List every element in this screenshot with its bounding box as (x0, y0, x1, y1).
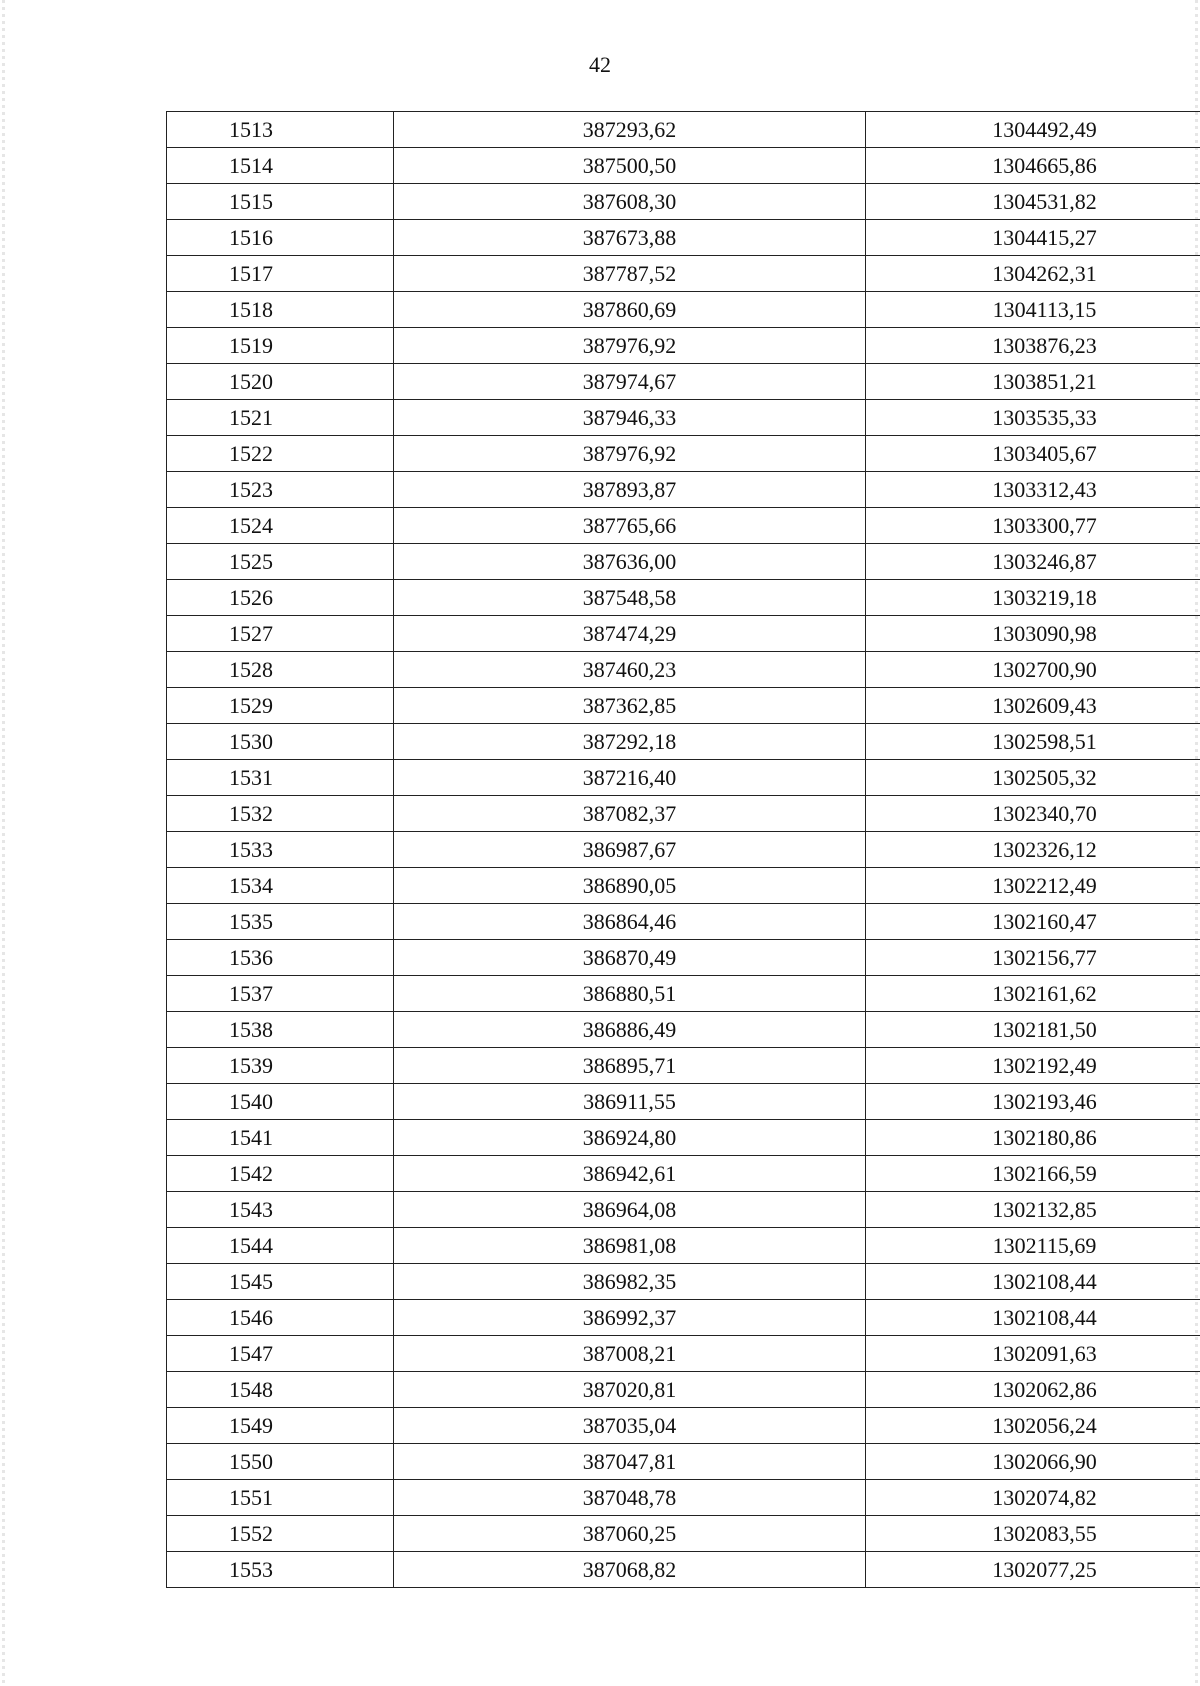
x-coordinate-cell: 387946,33 (394, 400, 866, 436)
x-coordinate-cell: 387362,85 (394, 688, 866, 724)
x-coordinate-cell: 387893,87 (394, 472, 866, 508)
x-coordinate-cell: 387082,37 (394, 796, 866, 832)
point-number-cell: 1552 (167, 1516, 394, 1552)
y-coordinate-cell: 1304531,82 (866, 184, 1200, 220)
y-coordinate-cell: 1302505,32 (866, 760, 1200, 796)
x-coordinate-cell: 386864,46 (394, 904, 866, 940)
point-number-cell: 1524 (167, 508, 394, 544)
x-coordinate-cell: 386886,49 (394, 1012, 866, 1048)
point-number-cell: 1549 (167, 1408, 394, 1444)
y-coordinate-cell: 1302062,86 (866, 1372, 1200, 1408)
y-coordinate-cell: 1302161,62 (866, 976, 1200, 1012)
table-row (167, 1048, 1200, 1084)
point-number-cell: 1536 (167, 940, 394, 976)
table-row (167, 148, 1200, 184)
x-coordinate-cell: 386964,08 (394, 1192, 866, 1228)
point-number-cell: 1528 (167, 652, 394, 688)
point-number-cell: 1539 (167, 1048, 394, 1084)
table-row (167, 1012, 1200, 1048)
x-coordinate-cell: 387860,69 (394, 292, 866, 328)
x-coordinate-cell: 387636,00 (394, 544, 866, 580)
table-row (167, 328, 1200, 364)
y-coordinate-cell: 1302181,50 (866, 1012, 1200, 1048)
table-row (167, 832, 1200, 868)
table-row (167, 508, 1200, 544)
point-number-cell: 1548 (167, 1372, 394, 1408)
point-number-cell: 1533 (167, 832, 394, 868)
y-coordinate-cell: 1303300,77 (866, 508, 1200, 544)
point-number-cell: 1515 (167, 184, 394, 220)
x-coordinate-cell: 386911,55 (394, 1084, 866, 1120)
x-coordinate-cell: 386880,51 (394, 976, 866, 1012)
table-row (167, 1300, 1200, 1336)
x-coordinate-cell: 387035,04 (394, 1408, 866, 1444)
point-number-cell: 1525 (167, 544, 394, 580)
y-coordinate-cell: 1304665,86 (866, 148, 1200, 184)
table-row (167, 1264, 1200, 1300)
y-coordinate-cell: 1303851,21 (866, 364, 1200, 400)
point-number-cell: 1530 (167, 724, 394, 760)
y-coordinate-cell: 1302700,90 (866, 652, 1200, 688)
x-coordinate-cell: 386942,61 (394, 1156, 866, 1192)
x-coordinate-cell: 387673,88 (394, 220, 866, 256)
y-coordinate-cell: 1302115,69 (866, 1228, 1200, 1264)
y-coordinate-cell: 1302326,12 (866, 832, 1200, 868)
point-number-cell: 1522 (167, 436, 394, 472)
y-coordinate-cell: 1304415,27 (866, 220, 1200, 256)
x-coordinate-cell: 387608,30 (394, 184, 866, 220)
table-row (167, 1444, 1200, 1480)
y-coordinate-cell: 1302083,55 (866, 1516, 1200, 1552)
y-coordinate-cell: 1302598,51 (866, 724, 1200, 760)
x-coordinate-cell: 387976,92 (394, 328, 866, 364)
table-row (167, 256, 1200, 292)
point-number-cell: 1535 (167, 904, 394, 940)
table-row (167, 1516, 1200, 1552)
x-coordinate-cell: 387976,92 (394, 436, 866, 472)
point-number-cell: 1532 (167, 796, 394, 832)
table-row (167, 400, 1200, 436)
coordinates-table (166, 111, 1200, 1588)
y-coordinate-cell: 1302340,70 (866, 796, 1200, 832)
point-number-cell: 1545 (167, 1264, 394, 1300)
x-coordinate-cell: 386870,49 (394, 940, 866, 976)
point-number-cell: 1514 (167, 148, 394, 184)
x-coordinate-cell: 387460,23 (394, 652, 866, 688)
point-number-cell: 1553 (167, 1552, 394, 1588)
y-coordinate-cell: 1302132,85 (866, 1192, 1200, 1228)
point-number-cell: 1520 (167, 364, 394, 400)
y-coordinate-cell: 1302212,49 (866, 868, 1200, 904)
y-coordinate-cell: 1302074,82 (866, 1480, 1200, 1516)
table-row (167, 1084, 1200, 1120)
x-coordinate-cell: 387474,29 (394, 616, 866, 652)
table-row (167, 1120, 1200, 1156)
x-coordinate-cell: 387216,40 (394, 760, 866, 796)
table-row (167, 1156, 1200, 1192)
y-coordinate-cell: 1303219,18 (866, 580, 1200, 616)
page-number: 42 (589, 52, 611, 77)
point-number-cell: 1516 (167, 220, 394, 256)
point-number-cell: 1513 (167, 112, 394, 148)
table-row (167, 184, 1200, 220)
x-coordinate-cell: 387068,82 (394, 1552, 866, 1588)
point-number-cell: 1547 (167, 1336, 394, 1372)
y-coordinate-cell: 1302193,46 (866, 1084, 1200, 1120)
point-number-cell: 1531 (167, 760, 394, 796)
table-row (167, 472, 1200, 508)
x-coordinate-cell: 386992,37 (394, 1300, 866, 1336)
x-coordinate-cell: 387048,78 (394, 1480, 866, 1516)
table-row (167, 1372, 1200, 1408)
y-coordinate-cell: 1302180,86 (866, 1120, 1200, 1156)
table-row (167, 1228, 1200, 1264)
point-number-cell: 1519 (167, 328, 394, 364)
table-row (167, 652, 1200, 688)
table-row (167, 436, 1200, 472)
table-row (167, 544, 1200, 580)
table-row (167, 112, 1200, 148)
point-number-cell: 1534 (167, 868, 394, 904)
y-coordinate-cell: 1302108,44 (866, 1264, 1200, 1300)
y-coordinate-cell: 1302091,63 (866, 1336, 1200, 1372)
y-coordinate-cell: 1304492,49 (866, 112, 1200, 148)
point-number-cell: 1518 (167, 292, 394, 328)
y-coordinate-cell: 1302156,77 (866, 940, 1200, 976)
table-row (167, 796, 1200, 832)
y-coordinate-cell: 1303405,67 (866, 436, 1200, 472)
table-row (167, 724, 1200, 760)
y-coordinate-cell: 1304113,15 (866, 292, 1200, 328)
y-coordinate-cell: 1302192,49 (866, 1048, 1200, 1084)
y-coordinate-cell: 1303246,87 (866, 544, 1200, 580)
x-coordinate-cell: 387548,58 (394, 580, 866, 616)
table-row (167, 580, 1200, 616)
point-number-cell: 1544 (167, 1228, 394, 1264)
point-number-cell: 1521 (167, 400, 394, 436)
x-coordinate-cell: 387020,81 (394, 1372, 866, 1408)
point-number-cell: 1529 (167, 688, 394, 724)
scan-edge-left (2, 0, 5, 1686)
x-coordinate-cell: 387500,50 (394, 148, 866, 184)
table-row (167, 1552, 1200, 1588)
x-coordinate-cell: 387293,62 (394, 112, 866, 148)
table-row (167, 1408, 1200, 1444)
x-coordinate-cell: 387787,52 (394, 256, 866, 292)
y-coordinate-cell: 1303535,33 (866, 400, 1200, 436)
x-coordinate-cell: 386987,67 (394, 832, 866, 868)
table-row (167, 760, 1200, 796)
y-coordinate-cell: 1302077,25 (866, 1552, 1200, 1588)
y-coordinate-cell: 1303876,23 (866, 328, 1200, 364)
table-row (167, 1192, 1200, 1228)
y-coordinate-cell: 1303312,43 (866, 472, 1200, 508)
y-coordinate-cell: 1302166,59 (866, 1156, 1200, 1192)
x-coordinate-cell: 387047,81 (394, 1444, 866, 1480)
table-row (167, 220, 1200, 256)
x-coordinate-cell: 386924,80 (394, 1120, 866, 1156)
table-row (167, 1336, 1200, 1372)
x-coordinate-cell: 387765,66 (394, 508, 866, 544)
point-number-cell: 1550 (167, 1444, 394, 1480)
x-coordinate-cell: 387008,21 (394, 1336, 866, 1372)
point-number-cell: 1546 (167, 1300, 394, 1336)
point-number-cell: 1540 (167, 1084, 394, 1120)
point-number-cell: 1542 (167, 1156, 394, 1192)
point-number-cell: 1523 (167, 472, 394, 508)
x-coordinate-cell: 386895,71 (394, 1048, 866, 1084)
point-number-cell: 1527 (167, 616, 394, 652)
point-number-cell: 1526 (167, 580, 394, 616)
table-row (167, 976, 1200, 1012)
x-coordinate-cell: 387060,25 (394, 1516, 866, 1552)
table-row (167, 1480, 1200, 1516)
x-coordinate-cell: 387292,18 (394, 724, 866, 760)
table-row (167, 868, 1200, 904)
table-row (167, 292, 1200, 328)
table-row (167, 616, 1200, 652)
x-coordinate-cell: 386982,35 (394, 1264, 866, 1300)
point-number-cell: 1537 (167, 976, 394, 1012)
y-coordinate-cell: 1304262,31 (866, 256, 1200, 292)
table-row (167, 364, 1200, 400)
point-number-cell: 1538 (167, 1012, 394, 1048)
x-coordinate-cell: 386890,05 (394, 868, 866, 904)
point-number-cell: 1543 (167, 1192, 394, 1228)
coordinates-table-body (167, 112, 1200, 1588)
x-coordinate-cell: 387974,67 (394, 364, 866, 400)
point-number-cell: 1551 (167, 1480, 394, 1516)
y-coordinate-cell: 1302160,47 (866, 904, 1200, 940)
y-coordinate-cell: 1302609,43 (866, 688, 1200, 724)
x-coordinate-cell: 386981,08 (394, 1228, 866, 1264)
y-coordinate-cell: 1302108,44 (866, 1300, 1200, 1336)
table-row (167, 904, 1200, 940)
table-row (167, 688, 1200, 724)
y-coordinate-cell: 1302066,90 (866, 1444, 1200, 1480)
table-row (167, 940, 1200, 976)
point-number-cell: 1541 (167, 1120, 394, 1156)
point-number-cell: 1517 (167, 256, 394, 292)
y-coordinate-cell: 1302056,24 (866, 1408, 1200, 1444)
y-coordinate-cell: 1303090,98 (866, 616, 1200, 652)
